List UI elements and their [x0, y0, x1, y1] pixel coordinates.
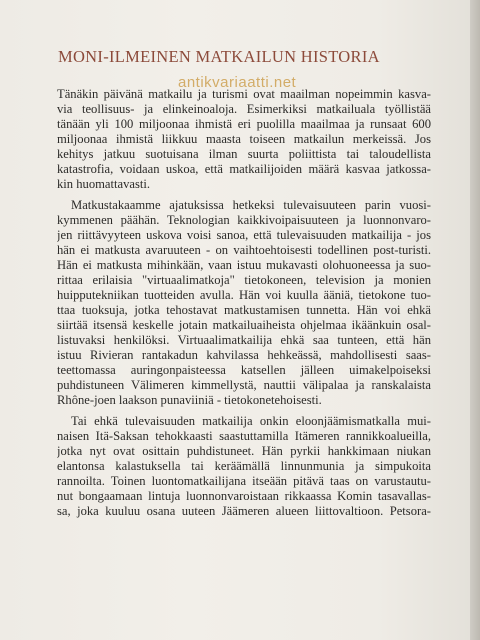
text-line: puhdistuneen Välimeren kimmellystä, nauttii välipalaa ja ranskalaista	[57, 378, 431, 392]
text-line: ttaa tuoksuja, jotka tehostavat matkustamisen tunnetta. Hän voi ehkä	[57, 303, 431, 317]
text-line: tänään yli 100 miljoonaa ihmistä eri puolilla maailmaa ja runsaat 600	[57, 117, 431, 131]
paragraph-3	[57, 414, 431, 519]
text-line: Hän ei matkusta mihinkään, vaan istuu mukavasti olohuoneessa ja suo-	[57, 258, 431, 272]
text-line: Tai ehkä tulevaisuuden matkailija onkin eloonjäämismatkalla mui-	[71, 414, 431, 428]
text-line: istuu Rivieran rantakadun kahvilassa hehkeässä, mahdollisesti saas-	[57, 348, 431, 362]
text-line: hän ei matkusta avaruuteen - on vaihtoehtoisesti todellinen post-turisti.	[57, 243, 431, 257]
watermark-text: antikvariaatti.net	[178, 74, 297, 91]
text-line: siirtää itsensä keskelle jotain matkailuaiheista ohjelmaa ikäänkuin osal-	[57, 318, 431, 332]
paragraph-1	[57, 87, 431, 192]
text-line: huipputekniikan tuotteiden avulla. Hän voi kuulla ääniä, tietokone tuo-	[57, 288, 431, 302]
text-line: Tänäkin päivänä matkailu ja turismi ovat maailman nopeimmin kasva-	[57, 87, 431, 101]
body-text	[57, 87, 431, 519]
text-line: jotka nyt ovat osittain puhdistuneet. Hän pyrkii hankkimaan niukan	[57, 444, 431, 458]
text-line: kehitys jatkuu suotuisana ilman suurta poliittista tai taloudellista	[57, 147, 431, 161]
text-line: naisen Itä-Saksan tehokkaasti saastuttamilla Itämeren rannikkoalueilla,	[57, 429, 431, 443]
text-line: katastrofia, voidaan uskoa, että matkailijoiden määrä kasvaa jatkossa-	[57, 162, 431, 176]
text-line: miljoonaa ihmistä liikkuu maasta toiseen matkailun merkeissä. Jos	[57, 132, 431, 146]
paragraph-2	[57, 198, 431, 408]
page-edge-shadow	[470, 0, 480, 640]
text-line: rittaa erilaisia "virtuaalimatkoja" tietokoneen, television ja monien	[57, 273, 431, 287]
text-line: listuvaksi henkilöksi. Virtuaalimatkailija ehkä saa tunteen, että hän	[57, 333, 431, 347]
text-line: Matkustakaamme ajatuksissa hetkeksi tulevaisuuteen parin vuosi-	[71, 198, 431, 212]
text-line: via teollisuus- ja elinkeinoaloja. Esimerkiksi matkailuala työllistää	[57, 102, 431, 116]
text-line: kin huomattavasti.	[57, 177, 151, 191]
text-line: rannoilta. Toinen luontomatkailijana itseään pitävä taas on varustautu-	[57, 474, 431, 488]
text-line: nut bongaamaan lintuja luonnonvaroistaan rikkaassa Komin tasavallas-	[57, 489, 431, 503]
text-line: Rhône-joen laakson punaviiniä - tietokonetehoisesti.	[57, 393, 322, 407]
text-line: sa, joka kuuluu osana uuteen Jäämeren alueen liittovaltioon. Petsora-	[57, 504, 431, 518]
page-heading: MONI-ILMEINEN MATKAILUN HISTORIA	[58, 47, 380, 66]
text-line: kymmenen päähän. Teknologian kaikkivoipaisuuteen ja luonnonvaro-	[57, 213, 431, 227]
text-line: teettomassa auringonpaisteessa katsellen jälleen uimakelpoiseksi	[57, 363, 431, 377]
text-line: jen riittävyyteen uskova voisi sanoa, että tulevaisuuden matkailija - jos	[57, 228, 431, 242]
text-line: elantonsa kalastuksella tai keräämällä linnunmunia ja simpukoita	[57, 459, 431, 473]
